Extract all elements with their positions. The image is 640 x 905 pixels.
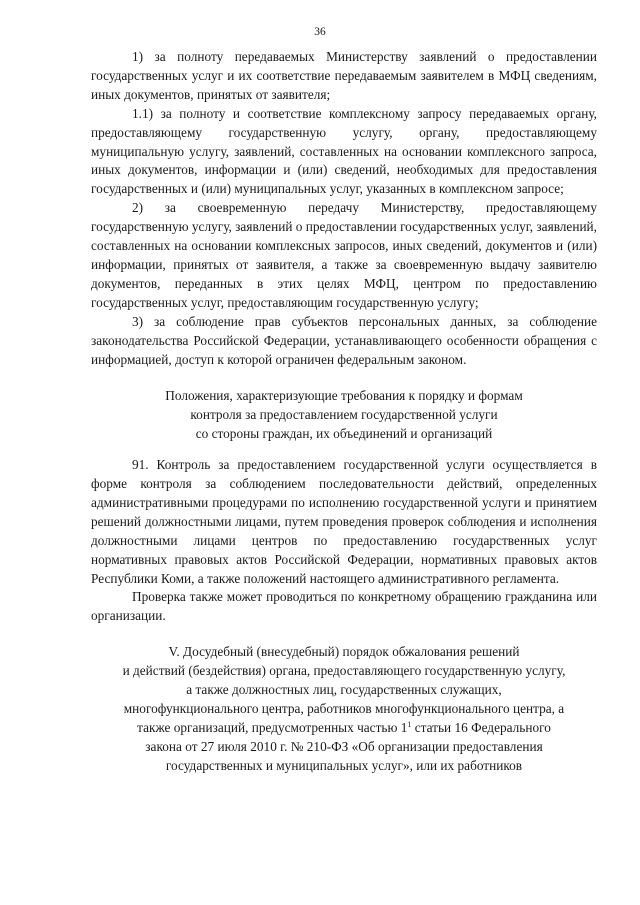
section-heading-line: Положения, характеризующие требования к порядку и формам xyxy=(165,388,523,404)
chapter-heading-line: V. Досудебный (внесудебный) порядок обжалования решений xyxy=(168,644,520,660)
paragraph-item-3: 3) за соблюдение прав субъектов персональных данных, за соблюдение законодательства Российской Федерации, устанавливающего особенности обращения с информацией, доступ к которой ограничен федеральным законом. xyxy=(91,313,597,367)
paragraph-item-1-1: 1.1) за полноту и соответствие комплексному запросу передаваемых органу, предоставляющему государственную услугу, органу, предоставляющему муниципальную услугу, заявлений, составленных на основании комплексного запроса, иных документов, информации и (или) сведений, необходимых для предоставления государственных и (или) муниципальных услуг, указанных в комплексном запросе; xyxy=(91,105,597,197)
chapter-heading-line: а также должностных лиц, государственных служащих, xyxy=(186,682,502,698)
chapter-heading-line: и действий (бездействия) органа, предоставляющего государственную услугу, xyxy=(122,663,566,679)
paragraph-item-2: 2) за своевременную передачу Министерству, предоставляющему государственную услугу, заявлений о предоставлении государственных услуг, заявлений, составленных на основании комплексных запросов, иных сведений, документов и (или) информации, принятых от заявителя, а также за своевременную выдачу заявителю документов, переданных в этих целях МФЦ, центром по предоставлению государственных услуг, предоставляющим государственную услугу; xyxy=(91,200,597,310)
paragraph-item-1: 1) за полноту передаваемых Министерству заявлений о предоставлении государственных услуг и их соответствие передаваемым заявителем в МФЦ сведениям, иных документов, принятых от заявителя; xyxy=(91,49,597,102)
section-heading-line: контроля за предоставлением государственной услуги xyxy=(190,407,498,423)
chapter-heading-line: государственных и муниципальных услуг», или их работников xyxy=(165,757,523,773)
chapter-heading-text: также организаций, предусмотренных частью 1 xyxy=(137,719,408,735)
document-body xyxy=(91,48,597,776)
chapter-heading-line: закона от 27 июля 2010 г. № 210-ФЗ «Об организации предоставления xyxy=(145,738,543,754)
section-heading-line: со стороны граждан, их объединений и организаций xyxy=(195,426,493,442)
page-number: 36 xyxy=(314,26,326,38)
chapter-heading-line xyxy=(91,719,597,738)
chapter-heading-text: статьи 16 Федерального xyxy=(411,719,551,735)
paragraph-91: 91. Контроль за предоставлением государственной услуги осуществляется в форме контроля за соблюдением последовательности действий, определенных административными процедурами по исполнению государственной услуги и принятием решений должностными лицами, путем проведения проверок соблюдения и исполнения должностными лицами центров по предоставлению государственных услуг нормативных правовых актов Российской Федерации, нормативных правовых актов Республики Коми, а также положений настоящего административного регламента. xyxy=(91,457,597,586)
superscript-number: 1 xyxy=(407,719,412,729)
paragraph-inspection: Проверка также может проводиться по конкретному обращению гражданина или организации. xyxy=(91,589,597,624)
section-heading xyxy=(91,387,597,444)
chapter-heading xyxy=(91,643,597,775)
chapter-heading-line: многофункционального центра, работников многофункционального центра, а xyxy=(123,701,565,716)
